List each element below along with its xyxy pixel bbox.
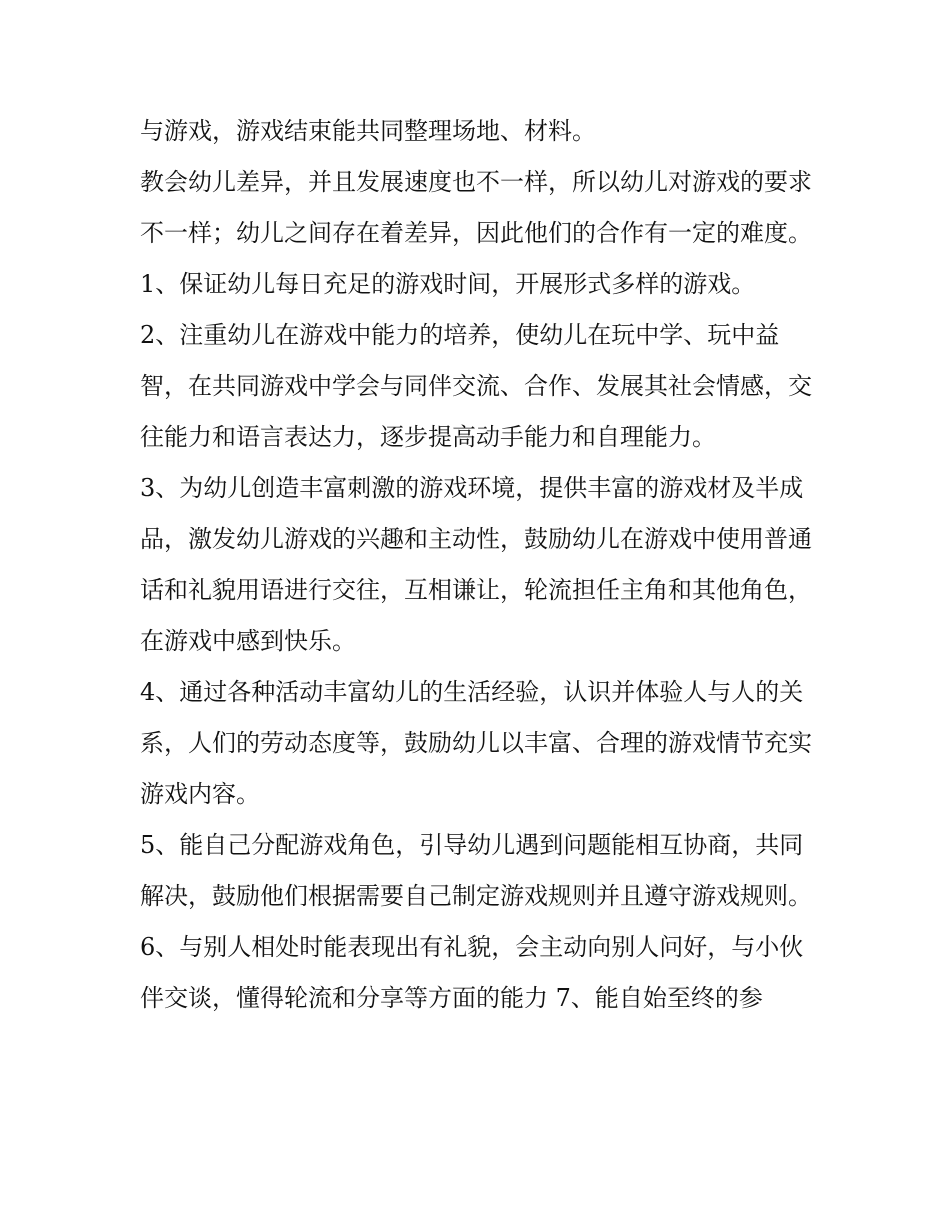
paragraph-continuation: 与游戏，游戏结束能共同整理场地、材料。 — [140, 117, 596, 145]
paragraph-difference: 教会幼儿差异，并且发展速度也不一样，所以幼儿对游戏的要求不一样；幼儿之间存在着差异，因此他们的合作有一定的难度。 — [140, 168, 812, 247]
paragraph-item-2: 2、注重幼儿在游戏中能力的培养，使幼儿在玩中学、玩中益智，在共同游戏中学会与同伴交流、合作、发展其社会情感，交往能力和语言表达力，逐步提高动手能力和自理能力。 — [140, 321, 812, 451]
paragraph-item-1: 1、保证幼儿每日充足的游戏时间，开展形式多样的游戏。 — [140, 270, 756, 298]
paragraph-item-4: 4、通过各种活动丰富幼儿的生活经验，认识并体验人与人的关系，人们的劳动态度等，鼓励幼儿以丰富、合理的游戏情节充实游戏内容。 — [140, 678, 812, 808]
paragraph-item-5: 5、能自己分配游戏角色，引导幼儿遇到问题能相互协商，共同解决，鼓励他们根据需要自己制定游戏规则并且遵守游戏规则。 — [140, 831, 812, 910]
paragraph-item-6: 6、与别人相处时能表现出有礼貌，会主动向别人问好，与小伙伴交谈，懂得轮流和分享等方面的能力 7、能自始至终的参 — [140, 933, 804, 1012]
document-body — [140, 106, 820, 1024]
paragraph-item-3: 3、为幼儿创造丰富刺激的游戏环境，提供丰富的游戏材及半成品，激发幼儿游戏的兴趣和主动性，鼓励幼儿在游戏中使用普通话和礼貌用语进行交往，互相谦让，轮流担任主角和其他角色，在游戏中感到快乐。 — [140, 474, 812, 655]
